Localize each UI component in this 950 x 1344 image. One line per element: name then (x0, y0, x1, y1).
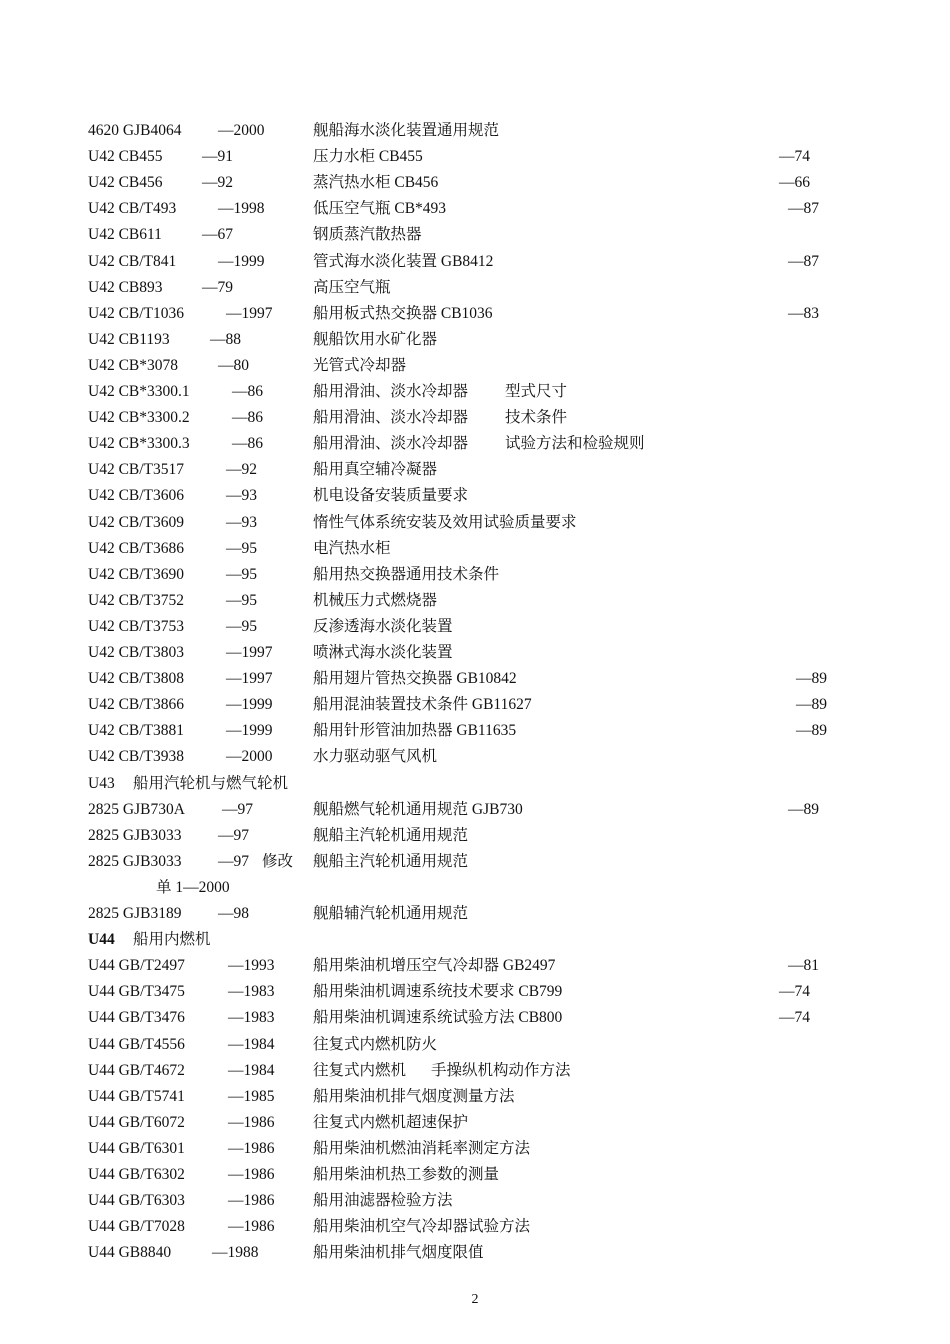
revision-label: 修改 (262, 852, 294, 870)
standard-entry (0, 353, 950, 379)
standard-title: 船用柴油机排气烟度测量方法 (313, 1087, 515, 1105)
standard-code: U44 GB/T5741 (88, 1087, 185, 1105)
standard-code: U42 CB/T3753 (88, 617, 185, 635)
standard-title: 机械压力式燃烧器 (313, 591, 438, 609)
standard-code: U42 CB*3078 (88, 356, 178, 374)
standard-year: —1997 (226, 644, 273, 661)
standard-code: U42 CB/T3752 (88, 591, 185, 609)
standard-title: 船用柴油机空气冷却器试验方法 (313, 1218, 531, 1236)
standard-code: U42 CB*3300.1 (88, 383, 190, 400)
standard-title: 船用油滤器检验方法 (313, 1192, 453, 1210)
standard-year: —1986 (228, 1218, 275, 1236)
standard-code: 2825 GJB3189 (88, 905, 182, 922)
standard-title: 低压空气瓶 CB*493 (313, 200, 447, 218)
standard-entry (0, 196, 950, 222)
standard-code: U42 CB/T3690 (88, 565, 185, 583)
standard-code: U42 CB/T3938 (88, 748, 185, 766)
standard-code: U42 CB/T3686 (88, 539, 185, 557)
standard-entry (0, 901, 950, 927)
standard-entry (0, 144, 950, 170)
standard-year: —1997 (226, 304, 273, 322)
standard-entry (0, 640, 950, 666)
standard-code: U42 CB456 (88, 174, 163, 192)
replaced-standard-year: —89 (796, 696, 827, 714)
standard-code: U42 CB455 (88, 148, 163, 166)
standard-code: 2825 GJB3033 (88, 826, 182, 844)
standard-year: —67 (202, 226, 233, 244)
section-code: U43 (88, 774, 115, 792)
standard-entry (0, 405, 950, 431)
standard-year: —95 (226, 565, 257, 583)
standard-entry (0, 431, 950, 457)
standard-subtitle: 手操纵机构动作方法 (431, 1061, 571, 1079)
standard-title: 船用滑油、淡水冷却器 (313, 383, 469, 400)
standard-entry (0, 823, 950, 849)
standard-code: U42 CB/T3881 (88, 722, 185, 740)
standard-year: —1998 (218, 200, 265, 218)
standard-entry (0, 718, 950, 744)
standard-year: —88 (210, 330, 241, 348)
standard-title: 船用真空辅冷凝器 (313, 461, 438, 479)
replaced-standard-year: —74 (779, 983, 810, 1001)
standard-title: 电汽热水柜 (313, 539, 391, 557)
standard-code: U42 CB/T1036 (88, 304, 185, 322)
standard-year: —1983 (228, 1009, 275, 1027)
standard-year: —95 (226, 591, 257, 609)
standard-title: 舰船海水淡化装置通用规范 (313, 122, 500, 139)
replaced-standard-year: —66 (779, 174, 810, 192)
standard-title: 船用板式热交换器 CB1036 (313, 304, 493, 322)
standard-title: 水力驱动驱气风机 (313, 748, 438, 766)
note-text: 单 1—2000 (156, 878, 230, 896)
standard-code: U44 GB/T6072 (88, 1113, 185, 1131)
standard-entry (0, 249, 950, 275)
standard-title: 船用针形管油加热器 GB11635 (313, 722, 517, 740)
standard-title: 舰船辅汽轮机通用规范 (313, 905, 469, 922)
standard-title: 往复式内燃机 (313, 1061, 407, 1079)
standard-title: 船用滑油、淡水冷却器 (313, 435, 469, 453)
standard-entry (0, 849, 950, 875)
standard-subtitle: 试验方法和检验规则 (505, 435, 645, 453)
standard-title: 船用热交换器通用技术条件 (313, 565, 500, 583)
standard-code: U42 CB*3300.2 (88, 409, 190, 427)
standard-entry (0, 170, 950, 196)
standard-title: 惰性气体系统安装及效用试验质量要求 (313, 513, 577, 531)
standard-subtitle: 型式尺寸 (505, 383, 568, 400)
standard-code: U42 CB611 (88, 226, 162, 244)
standard-code: U42 CB*3300.3 (88, 435, 190, 453)
standard-year: —93 (226, 513, 257, 531)
standard-year: —98 (218, 905, 249, 922)
standard-entry (0, 588, 950, 614)
standard-title: 光管式冷却器 (313, 356, 407, 374)
standard-title: 船用柴油机增压空气冷却器 GB2497 (313, 957, 556, 975)
standard-title: 往复式内燃机防火 (313, 1035, 438, 1053)
standard-year: —1986 (228, 1192, 275, 1210)
standard-entry (0, 1188, 950, 1214)
standard-title: 船用柴油机调速系统试验方法 CB800 (313, 1009, 563, 1027)
standard-title: 舰船主汽轮机通用规范 (313, 826, 469, 844)
standard-entry (0, 510, 950, 536)
standard-entry (0, 953, 950, 979)
standard-code: 4620 GJB4064 (88, 122, 182, 139)
standard-code: U44 GB/T3475 (88, 983, 185, 1001)
standard-code: U44 GB/T6303 (88, 1192, 185, 1210)
standard-entry (0, 744, 950, 770)
standard-code: U42 CB/T3803 (88, 644, 185, 661)
standard-code: U44 GB/T6301 (88, 1139, 185, 1157)
standard-year: —86 (232, 383, 263, 400)
standard-code: U42 CB1193 (88, 330, 170, 348)
standard-year: —1999 (226, 722, 273, 740)
standard-year: —1993 (228, 957, 275, 975)
standard-year: —86 (232, 409, 263, 427)
standard-code: U44 GB/T6302 (88, 1166, 185, 1183)
standard-code: U42 CB/T3808 (88, 670, 185, 688)
standard-entry (0, 457, 950, 483)
standard-year: —1999 (226, 696, 273, 714)
standard-title: 管式海水淡化装置 GB8412 (313, 252, 494, 270)
standard-code: U44 GB/T4556 (88, 1035, 185, 1053)
standard-entry (0, 1084, 950, 1110)
section-title: 船用内燃机 (133, 931, 211, 949)
replaced-standard-year: —83 (788, 304, 819, 322)
standard-year: —1984 (228, 1035, 275, 1053)
standard-code: U42 CB/T493 (88, 200, 177, 218)
standard-entry (0, 1032, 950, 1058)
standard-title: 船用柴油机调速系统技术要求 CB799 (313, 983, 563, 1001)
standard-entry (0, 1005, 950, 1031)
standard-year: —92 (202, 174, 233, 192)
replaced-standard-year: —89 (796, 722, 827, 740)
standard-year: —97 (222, 800, 253, 818)
standard-code: U42 CB/T3609 (88, 513, 185, 531)
standard-code: U44 GB/T4672 (88, 1061, 185, 1079)
standard-year: —2000 (218, 122, 265, 139)
section-title: 船用汽轮机与燃气轮机 (133, 774, 289, 792)
standard-entry (0, 666, 950, 692)
standard-year: —1983 (228, 983, 275, 1001)
standard-entry (0, 614, 950, 640)
replaced-standard-year: —74 (779, 1009, 810, 1027)
standard-entry (0, 1058, 950, 1084)
standard-subtitle: 技术条件 (505, 409, 568, 427)
standard-entry (0, 1214, 950, 1240)
standard-year: —97 (218, 852, 249, 870)
standard-year: —1984 (228, 1061, 275, 1079)
standard-code: 2825 GJB3033 (88, 852, 182, 870)
standard-year: —1986 (228, 1166, 275, 1183)
standard-entry (0, 536, 950, 562)
standard-title: 船用混油装置技术条件 GB11627 (313, 696, 532, 714)
section-heading (0, 927, 950, 953)
standard-entry (0, 1136, 950, 1162)
standard-title: 船用翅片管热交换器 GB10842 (313, 670, 517, 688)
standard-year: —79 (202, 278, 233, 296)
standard-entry (0, 379, 950, 405)
standard-title: 压力水柜 CB455 (313, 148, 423, 166)
standard-code: U44 GB8840 (88, 1244, 172, 1262)
standard-code: U42 CB/T3866 (88, 696, 185, 714)
standard-entry (0, 1110, 950, 1136)
standard-code: U42 CB/T3517 (88, 461, 185, 479)
standard-entry (0, 692, 950, 718)
standard-title: 蒸汽热水柜 CB456 (313, 174, 439, 192)
standard-year: —1988 (212, 1244, 259, 1262)
standard-year: —1986 (228, 1139, 275, 1157)
standard-year: —2000 (226, 748, 273, 766)
standard-code: U44 GB/T3476 (88, 1009, 185, 1027)
standard-entry (0, 327, 950, 353)
replaced-standard-year: —87 (788, 200, 819, 218)
standard-entry (0, 222, 950, 248)
standard-entry (0, 1240, 950, 1266)
standard-entry (0, 1162, 950, 1188)
standard-title: 舰船主汽轮机通用规范 (313, 852, 469, 870)
standard-code: U42 CB/T841 (88, 252, 177, 270)
standard-title: 船用柴油机燃油消耗率测定方法 (313, 1139, 531, 1157)
standard-title: 船用柴油机热工参数的测量 (313, 1166, 500, 1183)
standard-year: —80 (218, 356, 249, 374)
standard-year: —1999 (218, 252, 265, 270)
replaced-standard-year: —89 (788, 800, 819, 818)
replaced-standard-year: —87 (788, 252, 819, 270)
standard-year: —1986 (228, 1113, 275, 1131)
standard-year: —1997 (226, 670, 273, 688)
standard-year: —1985 (228, 1087, 275, 1105)
standard-year: —97 (218, 826, 249, 844)
standard-code: U44 GB/T7028 (88, 1218, 185, 1236)
replaced-standard-year: —81 (788, 957, 819, 975)
standard-entry (0, 797, 950, 823)
standard-title: 船用柴油机排气烟度限值 (313, 1244, 484, 1262)
standard-year: —92 (226, 461, 257, 479)
section-code: U44 (88, 931, 115, 949)
continuation-note (0, 875, 950, 901)
standard-title: 舰船饮用水矿化器 (313, 330, 438, 348)
standard-code: U44 GB/T2497 (88, 957, 185, 975)
standard-title: 往复式内燃机超速保护 (313, 1113, 469, 1131)
standard-code: 2825 GJB730A (88, 800, 185, 818)
standard-code: U42 CB/T3606 (88, 487, 185, 505)
standard-entry (0, 483, 950, 509)
standard-title: 船用滑油、淡水冷却器 (313, 409, 469, 427)
standard-entry (0, 979, 950, 1005)
standard-year: —95 (226, 617, 257, 635)
standard-entry (0, 562, 950, 588)
standard-entry (0, 275, 950, 301)
standard-title: 高压空气瓶 (313, 278, 391, 296)
replaced-standard-year: —74 (779, 148, 810, 166)
standard-title: 喷淋式海水淡化装置 (313, 644, 453, 661)
page-number: 2 (471, 1292, 479, 1307)
standard-year: —91 (202, 148, 233, 166)
standard-year: —86 (232, 435, 263, 453)
standard-title: 钢质蒸汽散热器 (313, 226, 422, 244)
standard-code: U42 CB893 (88, 278, 163, 296)
standard-entry (0, 301, 950, 327)
section-heading (0, 771, 950, 797)
replaced-standard-year: —89 (796, 670, 827, 688)
standard-title: 机电设备安装质量要求 (313, 487, 469, 505)
standard-entry (0, 118, 950, 144)
standard-title: 舰船燃气轮机通用规范 GJB730 (313, 800, 523, 818)
standard-year: —95 (226, 539, 257, 557)
standard-title: 反渗透海水淡化装置 (313, 617, 453, 635)
standard-year: —93 (226, 487, 257, 505)
